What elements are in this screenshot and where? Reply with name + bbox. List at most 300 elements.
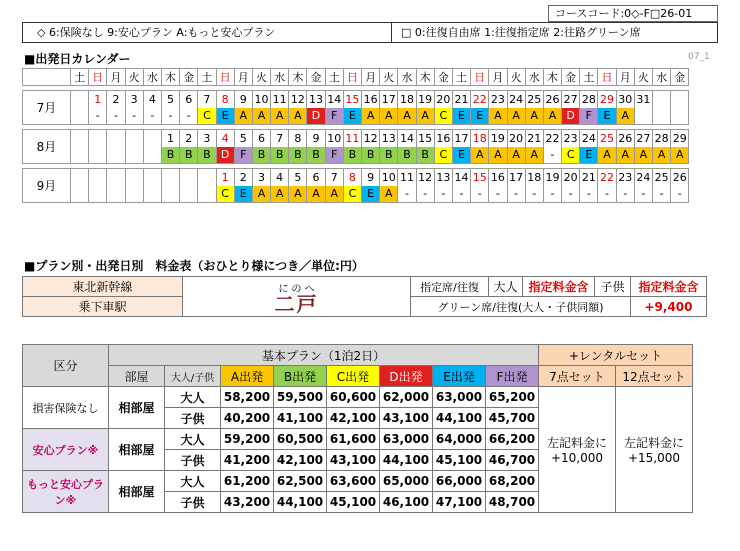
green-label: グリーン席/往復(大人・子供同額) (411, 297, 631, 317)
calendar-plan-code: A (234, 108, 252, 125)
calendar-plan-code: B (380, 147, 398, 164)
calendar-day: 25 (653, 169, 671, 186)
price-cell: 41,100 (274, 408, 327, 429)
price-cell: 62,000 (380, 387, 433, 408)
calendar-day: 29 (598, 91, 616, 108)
price-cell: 40,200 (221, 408, 274, 429)
calendar-day (180, 169, 198, 186)
price-cell: 41,200 (221, 450, 274, 471)
price-cell: 48,700 (486, 492, 539, 513)
price-cell: 42,100 (327, 408, 380, 429)
calendar-plan-code (89, 147, 107, 164)
calendar-day: 24 (507, 91, 525, 108)
calendar-day: 22 (543, 130, 561, 147)
price-cell: 65,200 (486, 387, 539, 408)
month-label: 7月 (23, 91, 71, 125)
calendar-day (89, 130, 107, 147)
stop-label: 乗下車駅 (23, 297, 183, 317)
calendar-day: 17 (452, 130, 470, 147)
calendar-day: 31 (634, 91, 652, 108)
calendar-day: 16 (434, 130, 452, 147)
weekday-header: 木 (416, 69, 434, 86)
adult-label: 大人 (165, 429, 221, 450)
calendar-day: 15 (471, 169, 489, 186)
line-name: 東北新幹線 (23, 277, 183, 297)
price-cell: 59,200 (221, 429, 274, 450)
calendar-day: 26 (543, 91, 561, 108)
price-cell: 46,700 (486, 450, 539, 471)
calendar-day: 18 (398, 91, 416, 108)
rental-7-note: 左記料金に (546, 436, 607, 450)
calendar-plan-code: C (434, 147, 452, 164)
green-price: +9,400 (631, 297, 707, 317)
calendar-day: 27 (562, 91, 580, 108)
calendar-day: 24 (634, 169, 652, 186)
course-code: コースコード:0◇-F□26-01 (548, 5, 718, 22)
calendar-plan-code: C (434, 108, 452, 125)
calendar-plan-code: A (634, 147, 652, 164)
calendar-day: 11 (271, 91, 289, 108)
weekday-header: 火 (125, 69, 143, 86)
calendar-plan-code: A (653, 147, 671, 164)
weekday-header: 火 (634, 69, 652, 86)
calendar-plan-code (161, 186, 179, 203)
calendar-day: 30 (616, 91, 634, 108)
calendar-plan-code (653, 108, 671, 125)
calendar-plan-code: - (471, 186, 489, 203)
calendar-day: 5 (161, 91, 179, 108)
calendar-plan-code (180, 186, 198, 203)
calendar-plan-code: - (416, 186, 434, 203)
calendar-day: 14 (325, 91, 343, 108)
category-no-insurance: 損害保険なし (23, 387, 109, 429)
calendar-day: 29 (671, 130, 689, 147)
calendar-plan-code: - (434, 186, 452, 203)
calendar-day: 3 (252, 169, 270, 186)
weekday-header: 水 (143, 69, 161, 86)
calendar-day (161, 169, 179, 186)
calendar-plan-code: - (580, 186, 598, 203)
header-plan-c: C出発 (327, 366, 380, 387)
calendar-day: 7 (325, 169, 343, 186)
calendar-plan-code: E (452, 147, 470, 164)
calendar-day: 16 (362, 91, 380, 108)
calendar-plan-code (671, 108, 689, 125)
calendar-day: 14 (398, 130, 416, 147)
calendar-plan-code (125, 186, 143, 203)
calendar-day: 5 (289, 169, 307, 186)
calendar-day: 7 (198, 91, 216, 108)
calendar-day: 6 (180, 91, 198, 108)
calendar-day: 10 (325, 130, 343, 147)
calendar-day: 17 (507, 169, 525, 186)
weekday-header: 土 (452, 69, 470, 86)
weekday-header: 土 (198, 69, 216, 86)
calendar-day: 20 (507, 130, 525, 147)
calendar-day (107, 169, 125, 186)
calendar-day (198, 169, 216, 186)
calendar-plan-code: C (198, 108, 216, 125)
calendar-day: 9 (234, 91, 252, 108)
calendar-plan-code: A (525, 108, 543, 125)
calendar-day: 10 (380, 169, 398, 186)
weekday-header: 金 (307, 69, 325, 86)
price-cell: 43,100 (327, 450, 380, 471)
price-cell: 60,600 (327, 387, 380, 408)
designated-fee-adult: 指定料金含 (523, 277, 595, 297)
calendar-plan-code: F (325, 108, 343, 125)
weekday-header: 日 (89, 69, 107, 86)
price-cell: 65,000 (380, 471, 433, 492)
price-cell: 47,100 (433, 492, 486, 513)
price-cell: 61,600 (327, 429, 380, 450)
calendar-plan-code: B (362, 147, 380, 164)
legend-seat: □ 0:往復自由席 1:往復指定席 2:往路グリーン席 (401, 26, 641, 39)
child-label: 子供 (595, 277, 631, 297)
calendar-plan-code: E (362, 186, 380, 203)
weekday-header: 水 (398, 69, 416, 86)
seat-label: 指定席/往復 (411, 277, 489, 297)
calendar-plan-code: E (452, 108, 470, 125)
calendar-plan-code (198, 186, 216, 203)
weekday-header: 火 (507, 69, 525, 86)
weekday-header: 土 (71, 69, 89, 86)
calendar-plan-code: - (89, 108, 107, 125)
calendar-day: 6 (307, 169, 325, 186)
calendar-plan-code: F (234, 147, 252, 164)
header-plan-b: B出発 (274, 366, 327, 387)
weekday-header: 火 (252, 69, 270, 86)
calendar-day: 21 (525, 130, 543, 147)
calendar-plan-code: A (325, 186, 343, 203)
station-table (22, 276, 707, 317)
calendar-day (71, 130, 89, 147)
calendar-day (143, 130, 161, 147)
weekday-header: 木 (289, 69, 307, 86)
rental-12-note: 左記料金に (623, 436, 684, 450)
header-rental-7: 7点セット (539, 366, 616, 387)
calendar-plan-code: B (343, 147, 361, 164)
price-cell: 44,100 (274, 492, 327, 513)
weekday-header: 水 (271, 69, 289, 86)
calendar-plan-code (89, 186, 107, 203)
rental-12-cell (616, 387, 693, 513)
weekday-header: 月 (362, 69, 380, 86)
calendar-day: 12 (289, 91, 307, 108)
calendar-plan-code: A (380, 108, 398, 125)
calendar-plan-code: B (289, 147, 307, 164)
calendar-plan-code: - (634, 186, 652, 203)
price-cell: 44,100 (433, 408, 486, 429)
calendar-plan-code (107, 147, 125, 164)
calendar-plan-code: - (489, 186, 507, 203)
category-motto-anshin: もっと安心プラン※ (23, 471, 109, 513)
weekday-header: 日 (598, 69, 616, 86)
price-cell: 45,700 (486, 408, 539, 429)
calendar-plan-code: E (234, 186, 252, 203)
calendar-plan-code (71, 147, 89, 164)
weekday-header: 月 (489, 69, 507, 86)
price-cell: 59,500 (274, 387, 327, 408)
calendar-plan-code: - (653, 186, 671, 203)
price-cell: 45,100 (327, 492, 380, 513)
calendar-day (89, 169, 107, 186)
rental-12-price: +15,000 (627, 451, 681, 465)
calendar-plan-code: A (616, 108, 634, 125)
price-cell: 44,100 (380, 450, 433, 471)
calendar-plan-code: - (161, 108, 179, 125)
rental-7-price: +10,000 (550, 451, 604, 465)
weekday-header: 月 (107, 69, 125, 86)
calendar-plan-code: - (671, 186, 689, 203)
calendar-plan-code: E (471, 108, 489, 125)
weekday-header: 日 (343, 69, 361, 86)
calendar-day: 23 (489, 91, 507, 108)
room-shared: 相部屋 (109, 471, 165, 513)
price-cell: 66,200 (486, 429, 539, 450)
calendar-plan-code: - (125, 108, 143, 125)
calendar-plan-code (634, 108, 652, 125)
calendar-plan-code (71, 186, 89, 203)
legend-insurance: ◇ 6:保険なし 9:安心プラン A:もっと安心プラン (37, 26, 276, 39)
calendar-day: 15 (343, 91, 361, 108)
calendar-day: 20 (562, 169, 580, 186)
calendar-day (653, 91, 671, 108)
calendar-plan-code: E (598, 108, 616, 125)
calendar-day: 8 (216, 91, 234, 108)
calendar-plan-code: E (580, 147, 598, 164)
price-cell: 45,100 (433, 450, 486, 471)
header-basic-plan: 基本プラン（1泊2日） (109, 345, 539, 366)
month-label: 9月 (23, 169, 71, 203)
header-room: 部屋 (109, 366, 165, 387)
calendar-day: 8 (289, 130, 307, 147)
calendar-plan-code: - (616, 186, 634, 203)
calendar-day: 23 (562, 130, 580, 147)
weekday-header: 金 (562, 69, 580, 86)
price-cell: 43,100 (380, 408, 433, 429)
calendar-day: 18 (471, 130, 489, 147)
calendar-day: 12 (362, 130, 380, 147)
calendar-day: 4 (216, 130, 234, 147)
calendar-day: 9 (362, 169, 380, 186)
price-cell: 63,600 (327, 471, 380, 492)
calendar-plan-code (71, 108, 89, 125)
calendar-day: 3 (125, 91, 143, 108)
child-label: 子供 (165, 408, 221, 429)
calendar-day: 5 (234, 130, 252, 147)
child-label: 子供 (165, 492, 221, 513)
calendar-plan-code: C (562, 147, 580, 164)
calendar-day: 2 (180, 130, 198, 147)
price-cell: 58,200 (221, 387, 274, 408)
calendar-plan-code: A (307, 186, 325, 203)
room-shared: 相部屋 (109, 387, 165, 429)
calendar-plan-code: A (362, 108, 380, 125)
price-cell: 61,200 (221, 471, 274, 492)
calendar-plan-code: - (543, 147, 561, 164)
weekday-header: 日 (216, 69, 234, 86)
calendar-plan-code: A (543, 108, 561, 125)
child-label: 子供 (165, 450, 221, 471)
header-plan-f: F出発 (486, 366, 539, 387)
calendar-day: 11 (398, 169, 416, 186)
price-cell: 63,000 (433, 387, 486, 408)
weekday-header: 水 (525, 69, 543, 86)
calendar-day: 19 (489, 130, 507, 147)
header-kubun: 区分 (23, 345, 109, 387)
calendar-plan-code: A (398, 108, 416, 125)
weekday-header: 金 (671, 69, 689, 86)
calendar-day: 15 (416, 130, 434, 147)
room-shared: 相部屋 (109, 429, 165, 471)
calendar-day: 28 (653, 130, 671, 147)
calendar-day: 2 (234, 169, 252, 186)
calendar-corner (23, 69, 71, 86)
calendar-plan-code: A (616, 147, 634, 164)
weekday-header: 日 (471, 69, 489, 86)
calendar-plan-code: - (398, 186, 416, 203)
rental-7-cell (539, 387, 616, 513)
calendar-plan-code: A (525, 147, 543, 164)
calendar-plan-code: B (271, 147, 289, 164)
fare-title: ■プラン別・出発日別 料金表（おひとり様につき／単位:円） (24, 259, 364, 273)
calendar-day: 24 (580, 130, 598, 147)
calendar-plan-code: E (216, 108, 234, 125)
calendar-day: 13 (380, 130, 398, 147)
calendar-day (71, 169, 89, 186)
calendar-day: 7 (271, 130, 289, 147)
calendar-plan-code: A (289, 108, 307, 125)
price-cell: 60,500 (274, 429, 327, 450)
calendar-title: ■出発日カレンダー (24, 52, 131, 66)
calendar-plan-code: E (343, 108, 361, 125)
weekday-header: 土 (580, 69, 598, 86)
calendar-plan-code: - (180, 108, 198, 125)
calendar-day: 13 (434, 169, 452, 186)
fare-table (22, 344, 693, 513)
calendar-plan-code: A (507, 147, 525, 164)
calendar-day: 19 (416, 91, 434, 108)
price-cell: 64,000 (433, 429, 486, 450)
calendar-plan-code: B (161, 147, 179, 164)
calendar-day: 27 (634, 130, 652, 147)
calendar-day: 26 (671, 169, 689, 186)
calendar-plan-code: D (216, 147, 234, 164)
weekday-header: 水 (653, 69, 671, 86)
price-cell: 66,000 (433, 471, 486, 492)
calendar-day: 14 (452, 169, 470, 186)
calendar-plan-code: C (343, 186, 361, 203)
calendar-day: 13 (307, 91, 325, 108)
calendar-plan-code: A (252, 186, 270, 203)
calendar-plan-code: A (271, 108, 289, 125)
calendar-plan-code: A (271, 186, 289, 203)
calendar-plan-code: - (507, 186, 525, 203)
calendar-day: 21 (452, 91, 470, 108)
category-anshin: 安心プラン※ (23, 429, 109, 471)
calendar-day: 18 (525, 169, 543, 186)
station-ruby: に の へ (278, 283, 315, 295)
header-plan-e: E出発 (433, 366, 486, 387)
calendar-plan-code: B (398, 147, 416, 164)
weekday-header: 火 (380, 69, 398, 86)
calendar-plan-code (143, 147, 161, 164)
calendar-plan-code: - (562, 186, 580, 203)
weekday-header: 木 (161, 69, 179, 86)
calendar-plan-code: A (471, 147, 489, 164)
calendar-day: 11 (343, 130, 361, 147)
calendar-plan-code: A (252, 108, 270, 125)
calendar-day: 17 (380, 91, 398, 108)
calendar-day (671, 91, 689, 108)
calendar-plan-code: D (307, 108, 325, 125)
calendar-plan-code: B (252, 147, 270, 164)
departure-calendar (22, 68, 689, 203)
calendar-plan-code: A (489, 108, 507, 125)
legend-divider (391, 23, 392, 42)
calendar-day: 12 (416, 169, 434, 186)
calendar-plan-code: F (580, 108, 598, 125)
header-rental-12: 12点セット (616, 366, 693, 387)
legend-bar (22, 22, 718, 43)
calendar-day (71, 91, 89, 108)
calendar-day: 6 (252, 130, 270, 147)
price-cell: 68,200 (486, 471, 539, 492)
calendar-day: 23 (616, 169, 634, 186)
calendar-plan-code: F (325, 147, 343, 164)
calendar-plan-code: A (671, 147, 689, 164)
calendar-day: 25 (598, 130, 616, 147)
calendar-plan-code: A (507, 108, 525, 125)
calendar-day (125, 130, 143, 147)
weekday-header: 金 (180, 69, 198, 86)
calendar-day (107, 130, 125, 147)
price-cell: 43,200 (221, 492, 274, 513)
calendar-day: 10 (252, 91, 270, 108)
calendar-plan-code (125, 147, 143, 164)
calendar-day: 25 (525, 91, 543, 108)
calendar-day: 19 (543, 169, 561, 186)
calendar-day: 22 (598, 169, 616, 186)
calendar-day: 20 (434, 91, 452, 108)
station-cell (183, 277, 411, 317)
adult-label: 大人 (489, 277, 523, 297)
weekday-header: 月 (616, 69, 634, 86)
calendar-plan-code: C (216, 186, 234, 203)
header-plan-a: A出発 (221, 366, 274, 387)
weekday-header: 月 (234, 69, 252, 86)
designated-fee-child: 指定料金含 (631, 277, 707, 297)
price-cell: 42,100 (274, 450, 327, 471)
weekday-header: 土 (325, 69, 343, 86)
calendar-plan-code: - (598, 186, 616, 203)
calendar-plan-code: A (489, 147, 507, 164)
adult-label: 大人 (165, 387, 221, 408)
calendar-plan-code: B (180, 147, 198, 164)
calendar-day: 8 (343, 169, 361, 186)
calendar-day: 2 (107, 91, 125, 108)
calendar-plan-code: - (543, 186, 561, 203)
calendar-plan-code (143, 186, 161, 203)
calendar-plan-code: - (525, 186, 543, 203)
calendar-plan-code: A (598, 147, 616, 164)
calendar-day: 21 (580, 169, 598, 186)
calendar-day: 22 (471, 91, 489, 108)
calendar-plan-code: A (289, 186, 307, 203)
header-rental: +レンタルセット (539, 345, 693, 366)
station-name: 二戸 (274, 291, 319, 316)
